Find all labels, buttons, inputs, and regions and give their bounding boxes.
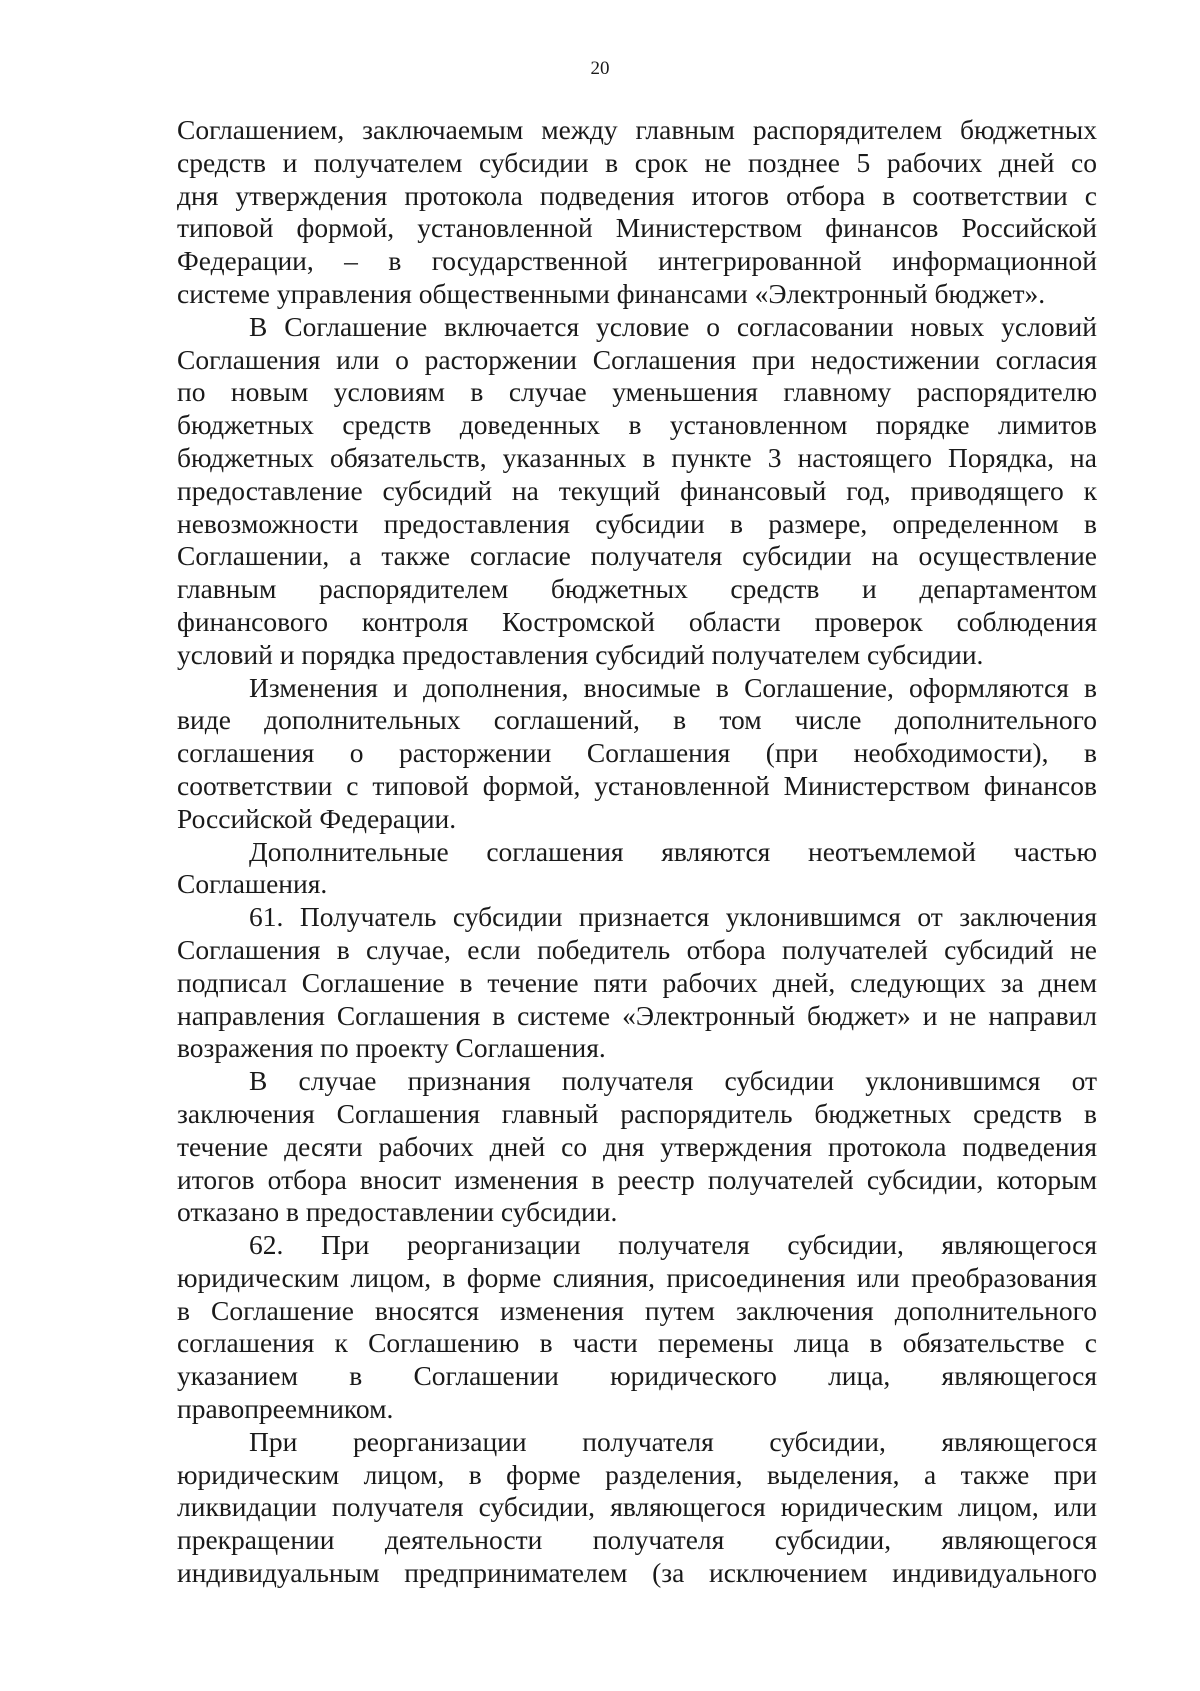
text-line: в Соглашение вносятся изменения путем заключения дополнительного [177,1294,1097,1326]
text-line: главным распорядителем бюджетных средств и департаментом [177,573,1097,605]
text-line: 62. При реорганизации получателя субсидии, являющегося [249,1229,1097,1261]
text-line: дня утверждения протокола подведения итогов отбора в соответствии с [177,179,1097,211]
paragraph [177,311,1097,672]
paragraph [177,672,1097,836]
text-line: прекращении деятельности получателя субсидии, являющегося [177,1524,1097,1556]
text-line: соглашения к Соглашению в части перемены лица в обязательстве с [177,1327,1097,1359]
text-line: Соглашения или о расторжении Соглашения при недостижении согласия [177,343,1097,375]
document-body [177,114,1097,1590]
text-line: Дополнительные соглашения являются неотъемлемой частью [249,835,1097,867]
text-line: В случае признания получателя субсидии уклонившимся от [249,1065,1097,1097]
text-line: бюджетных обязательств, указанных в пункте 3 настоящего Порядка, на [177,441,1097,473]
paragraph [177,1426,1097,1590]
text-line: условий и порядка предоставления субсидий получателем субсидии. [177,638,984,670]
paragraph [177,114,1097,311]
text-line: соответствии с типовой формой, установленной Министерством финансов [177,769,1097,801]
text-line: Изменения и дополнения, вносимые в Соглашение, оформляются в [249,671,1097,703]
text-line: средств и получателем субсидии в срок не позднее 5 рабочих дней со [177,146,1097,178]
text-line: предоставление субсидий на текущий финансовый год, приводящего к [177,474,1097,506]
paragraph [177,1229,1097,1426]
text-line: финансового контроля Костромской области проверок соблюдения [177,605,1097,637]
text-line: указанием в Соглашении юридического лица, являющегося [177,1360,1097,1392]
paragraph [177,1065,1097,1229]
text-line: виде дополнительных соглашений, в том числе дополнительного [177,704,1097,736]
text-line: Российской Федерации. [177,802,457,834]
text-line: Соглашением, заключаемым между главным распорядителем бюджетных [177,114,1097,145]
text-line: возражения по проекту Соглашения. [177,1032,606,1064]
text-line: невозможности предоставления субсидии в размере, определенном в [177,507,1097,539]
text-line: ликвидации получателя субсидии, являющегося юридическим лицом, или [177,1491,1097,1523]
text-line: юридическим лицом, в форме слияния, присоединения или преобразования [177,1261,1097,1293]
text-line: течение десяти рабочих дней со дня утверждения протокола подведения [177,1130,1097,1162]
text-line: юридическим лицом, в форме разделения, выделения, а также при [177,1458,1097,1490]
text-line: В Соглашение включается условие о согласовании новых условий [249,310,1097,342]
text-line: отказано в предоставлении субсидии. [177,1196,618,1228]
text-line: бюджетных средств доведенных в установленном порядке лимитов [177,409,1097,441]
text-line: по новым условиям в случае уменьшения главному распорядителю [177,376,1097,408]
text-line: Соглашения в случае, если победитель отбора получателей субсидий не [177,933,1097,965]
text-line: направления Соглашения в системе «Электронный бюджет» и не направил [177,999,1097,1031]
text-line: 61. Получатель субсидии признается уклонившимся от заключения [249,901,1097,933]
paragraph [177,836,1097,902]
text-line: Соглашении, а также согласие получателя субсидии на осуществление [177,540,1097,572]
text-line: Соглашения. [177,868,328,900]
text-line: итогов отбора вносит изменения в реестр получателей субсидии, которым [177,1163,1097,1195]
text-line: системе управления общественными финансами «Электронный бюджет». [177,277,1046,309]
text-line: индивидуальным предпринимателем (за исключением индивидуального [177,1557,1097,1589]
text-line: подписал Соглашение в течение пяти рабочих дней, следующих за днем [177,966,1097,998]
text-line: соглашения о расторжении Соглашения (при необходимости), в [177,737,1097,769]
text-line: типовой формой, установленной Министерством финансов Российской [177,212,1097,244]
text-line: При реорганизации получателя субсидии, являющегося [249,1425,1097,1457]
text-line: Федерации, – в государственной интегрированной информационной [177,245,1097,277]
text-line: заключения Соглашения главный распорядитель бюджетных средств в [177,1097,1097,1129]
paragraph [177,901,1097,1065]
text-line: правопреемником. [177,1393,394,1425]
page-number: 20 [590,58,610,79]
